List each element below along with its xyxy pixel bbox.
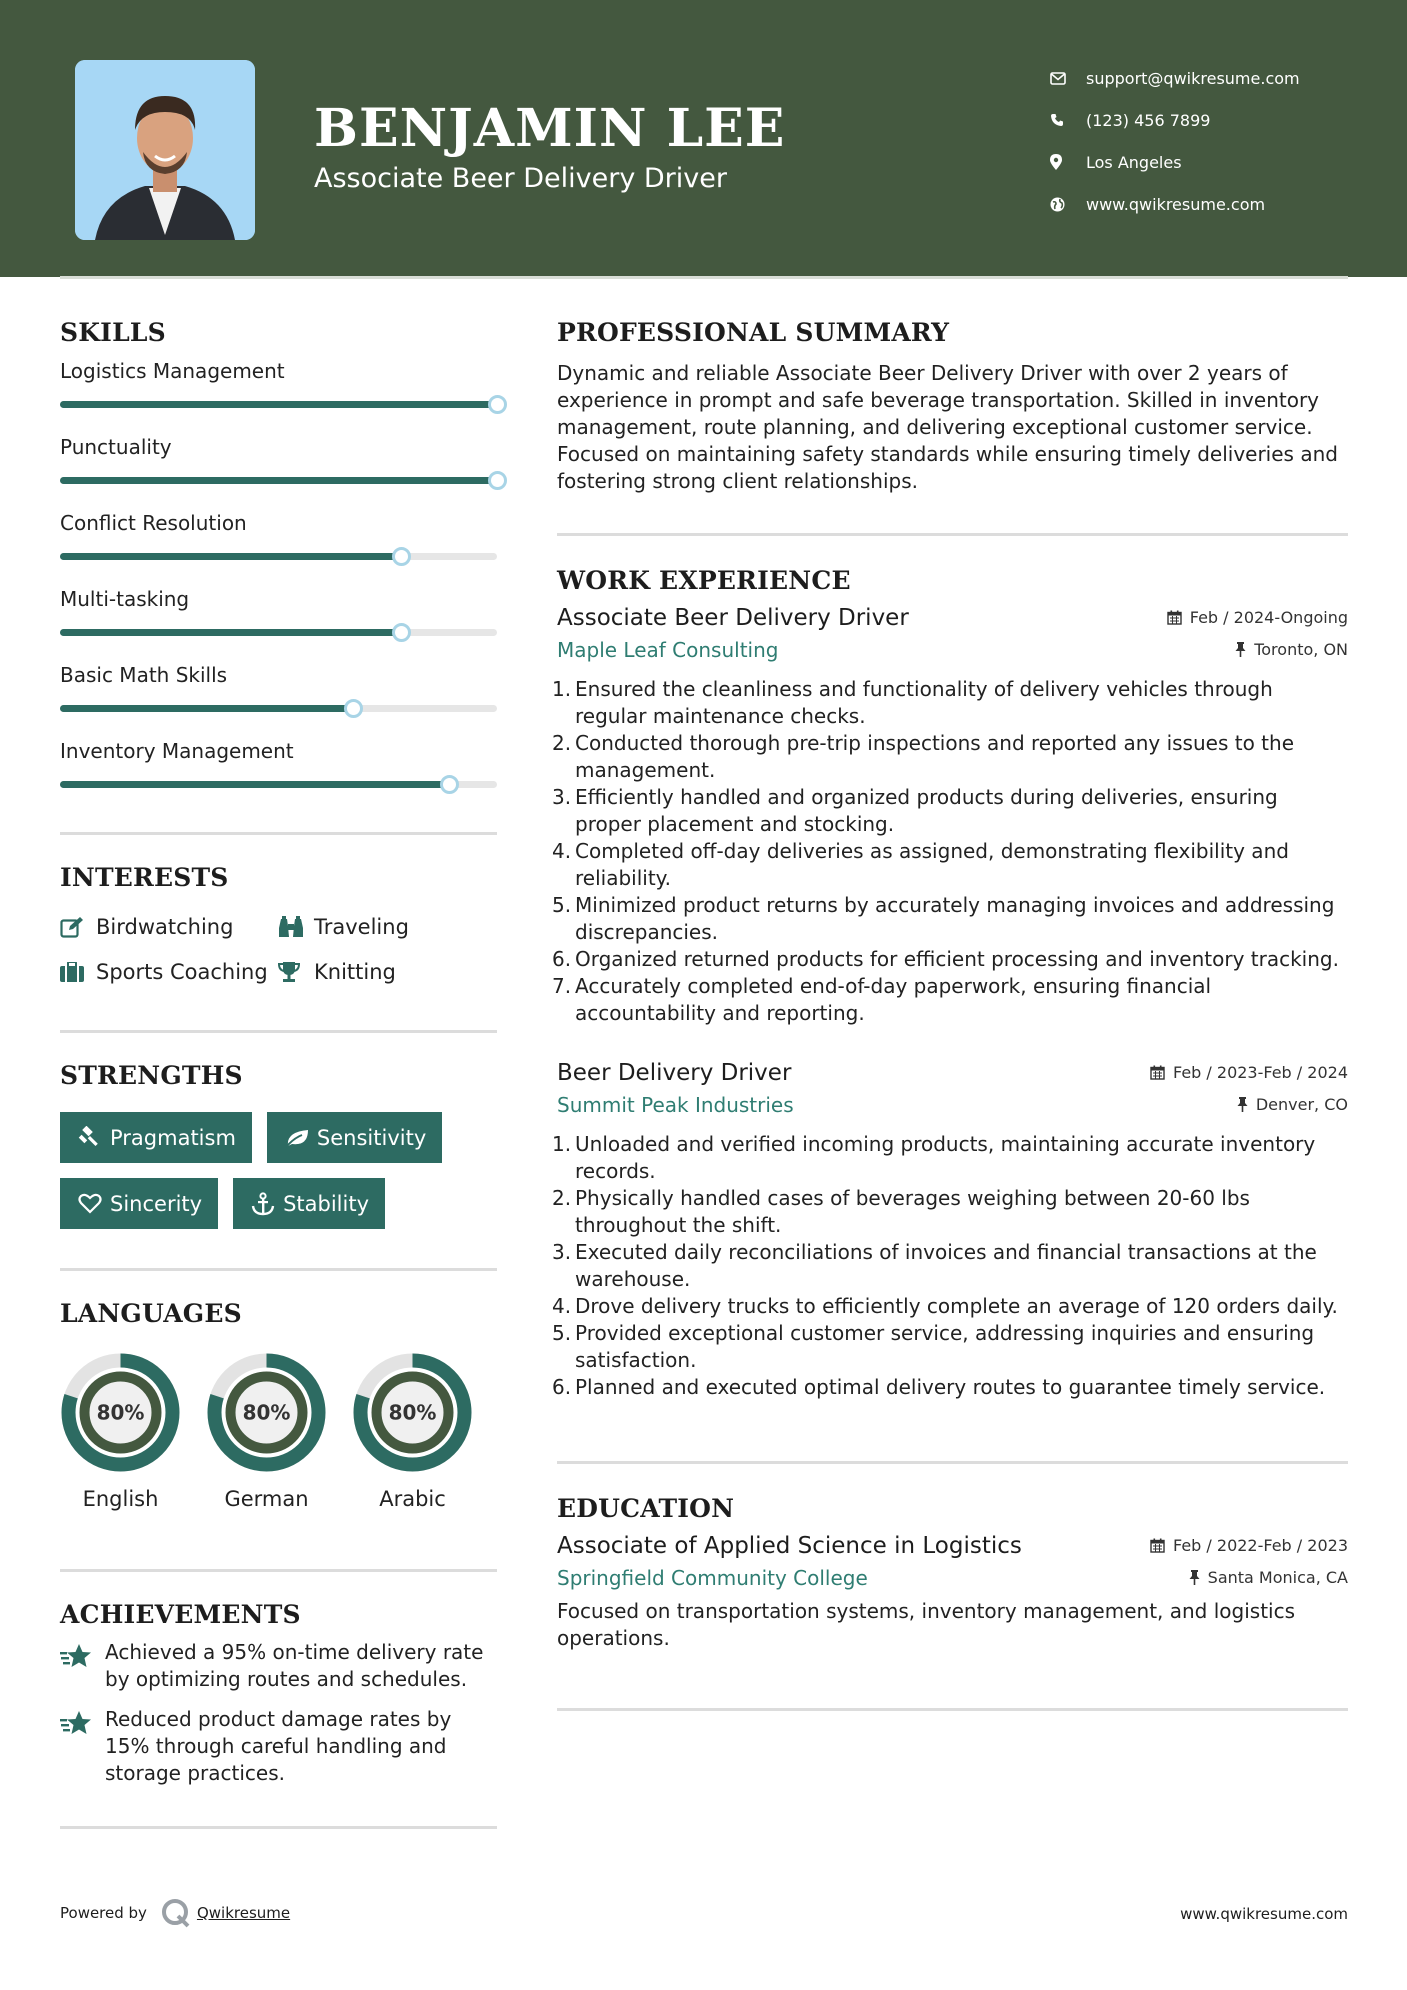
languages-list	[60, 1352, 497, 1511]
achievements-heading: ACHIEVEMENTS	[60, 1600, 301, 1629]
footer-website[interactable]: www.qwikresume.com	[1180, 1905, 1348, 1923]
skill-name: Logistics Management	[60, 359, 285, 383]
candidate-title: Associate Beer Delivery Driver	[314, 163, 727, 194]
skill-name: Conflict Resolution	[60, 511, 247, 535]
job-bullet: 2. Physically handled cases of beverages weighing between 20-60 lbs throughout the shift.	[557, 1185, 1348, 1239]
pushpin-icon	[1189, 1570, 1200, 1585]
gavel-icon	[72, 1126, 108, 1150]
section-divider	[60, 1826, 497, 1829]
job-title: Beer Delivery Driver	[557, 1060, 792, 1086]
interest-label: Traveling	[314, 914, 409, 939]
contact-email-text: support@qwikresume.com	[1086, 68, 1300, 88]
skill-name: Punctuality	[60, 435, 172, 459]
pushpin-icon	[1235, 642, 1246, 657]
education-dates	[1150, 1536, 1348, 1555]
job-bullet: 4. Completed off-day deliveries as assigned, demonstrating flexibility and reliability.	[557, 838, 1348, 892]
achievements-list	[60, 1639, 497, 1787]
job-location	[1237, 1095, 1348, 1114]
section-divider	[557, 1461, 1348, 1464]
language-name: English	[82, 1487, 159, 1511]
job-bullet-text: Ensured the cleanliness and functionality of delivery vehicles through regular maintenance checks.	[575, 677, 1273, 728]
job-header	[557, 605, 1348, 631]
interests-heading: INTERESTS	[60, 863, 229, 892]
map-marker-icon	[1050, 154, 1086, 170]
company-name: Summit Peak Industries	[557, 1093, 794, 1117]
section-divider	[557, 1708, 1348, 1711]
job-bullet-text: Executed daily reconciliations of invoices and financial transactions at the warehouse.	[575, 1240, 1317, 1291]
job-location	[1235, 640, 1348, 659]
achievement-text: Reduced product damage rates by 15% through careful handling and storage practices.	[105, 1707, 452, 1785]
skill-bar-fill	[60, 477, 497, 484]
job-bullet-text: Unloaded and verified incoming products, maintaining accurate inventory records.	[575, 1132, 1316, 1183]
job-bullet: 5. Minimized product returns by accurately managing invoices and addressing discrepancies.	[557, 892, 1348, 946]
education-dates-text: Feb / 2022-Feb / 2023	[1173, 1536, 1348, 1555]
experience-heading: WORK EXPERIENCE	[557, 566, 851, 595]
job-bullet-text: Accurately completed end-of-day paperwork, ensuring financial accountability and reporting.	[575, 974, 1212, 1025]
contact-location	[1050, 141, 1300, 183]
section-divider	[60, 1569, 497, 1572]
job-subheader	[557, 1093, 1348, 1117]
strength-label: Stability	[283, 1191, 370, 1216]
job-location-text: Toronto, ON	[1254, 640, 1348, 659]
skill-item	[60, 499, 497, 575]
skills-heading: SKILLS	[60, 318, 166, 347]
job-dates	[1150, 1063, 1348, 1082]
globe-icon	[1050, 197, 1086, 212]
education-description: Focused on transportation systems, inventory management, and logistics operations.	[557, 1599, 1296, 1650]
job-dates-text: Feb / 2023-Feb / 2024	[1173, 1063, 1348, 1082]
job-bullet-text: Organized returned products for efficient processing and inventory tracking.	[575, 947, 1339, 971]
job-entry	[552, 605, 1348, 1027]
skill-bar	[60, 553, 497, 560]
candidate-name: BENJAMIN LEE	[314, 98, 786, 159]
job-bullet: 3. Efficiently handled and organized products during deliveries, ensuring proper placement and stocking.	[557, 784, 1348, 838]
skill-item	[60, 727, 497, 803]
strengths-heading: STRENGTHS	[60, 1061, 243, 1090]
job-bullet-text: Physically handled cases of beverages weighing between 20-60 lbs throughout the shift.	[575, 1186, 1250, 1237]
trophy-icon	[278, 961, 314, 983]
skill-bar	[60, 401, 497, 408]
job-bullet-text: Completed off-day deliveries as assigned, demonstrating flexibility and reliability.	[575, 839, 1289, 890]
section-divider	[557, 533, 1348, 536]
education-heading: EDUCATION	[557, 1494, 735, 1523]
interests-list	[60, 912, 497, 986]
language-item	[60, 1352, 181, 1511]
envelope-icon	[1050, 72, 1086, 85]
language-item	[206, 1352, 327, 1511]
job-bullet-text: Minimized product returns by accurately managing invoices and addressing discrepancies.	[575, 893, 1335, 944]
skill-bar-fill	[60, 401, 497, 408]
skill-name: Multi-tasking	[60, 587, 190, 611]
header-banner	[0, 0, 1407, 277]
languages-heading: LANGUAGES	[60, 1299, 242, 1328]
strength-label: Pragmatism	[110, 1125, 236, 1150]
skill-bar-knob	[392, 547, 411, 566]
anchor-icon	[245, 1192, 281, 1216]
job-bullet-text: Conducted thorough pre-trip inspections and reported any issues to the management.	[575, 731, 1294, 782]
qwikresume-logo-icon	[161, 1898, 191, 1928]
achievement-item	[60, 1639, 497, 1693]
job-header	[557, 1060, 1348, 1086]
strengths-list	[60, 1112, 497, 1229]
skill-name: Inventory Management	[60, 739, 294, 763]
star-badge-icon	[60, 1639, 105, 1693]
achievement-item	[60, 1706, 497, 1787]
summary-heading: PROFESSIONAL SUMMARY	[557, 318, 950, 347]
profile-photo	[75, 60, 255, 240]
contact-list	[1050, 57, 1300, 225]
donut-percent-label: 80%	[388, 1400, 437, 1425]
interest-item	[278, 912, 497, 941]
interest-item	[278, 957, 497, 986]
skill-bar	[60, 629, 497, 636]
strength-label: Sincerity	[110, 1191, 203, 1216]
job-bullet: 4. Drove delivery trucks to efficiently complete an average of 120 orders daily.	[557, 1293, 1348, 1320]
education-subheader	[557, 1566, 1348, 1590]
pushpin-icon	[1237, 1097, 1248, 1112]
briefcase-icon	[60, 962, 96, 982]
calendar-icon	[1150, 1065, 1165, 1080]
interest-label: Knitting	[314, 959, 396, 984]
interest-item	[60, 912, 278, 941]
skill-name: Basic Math Skills	[60, 663, 228, 687]
phone-icon	[1050, 113, 1086, 127]
skill-bar	[60, 477, 497, 484]
donut-percent-label: 80%	[242, 1400, 291, 1425]
contact-location-text: Los Angeles	[1086, 152, 1182, 172]
skill-item	[60, 423, 497, 499]
strength-label: Sensitivity	[316, 1125, 427, 1150]
skill-bar-knob	[392, 623, 411, 642]
contact-phone[interactable]	[1050, 99, 1300, 141]
job-location-text: Denver, CO	[1255, 1095, 1348, 1114]
binoculars-icon	[278, 916, 314, 938]
skill-bar-knob	[488, 395, 507, 414]
skill-bar-fill	[60, 781, 449, 788]
skill-bar	[60, 781, 497, 788]
job-bullet: 3. Executed daily reconciliations of invoices and financial transactions at the warehouse.	[557, 1239, 1348, 1293]
job-bullet-text: Drove delivery trucks to efficiently complete an average of 120 orders daily.	[575, 1294, 1338, 1318]
skill-bar	[60, 705, 497, 712]
calendar-icon	[1150, 1538, 1165, 1553]
skill-bar-fill	[60, 629, 401, 636]
interest-label: Sports Coaching	[96, 959, 268, 984]
achievement-text: Achieved a 95% on-time delivery rate by optimizing routes and schedules.	[105, 1640, 484, 1691]
contact-phone-text: (123) 456 7899	[1086, 110, 1211, 130]
calendar-icon	[1167, 610, 1182, 625]
job-bullets	[552, 676, 1348, 1027]
skill-bar-knob	[344, 699, 363, 718]
job-bullets	[552, 1131, 1348, 1401]
header-divider	[60, 276, 1348, 279]
skill-bar-fill	[60, 705, 353, 712]
skill-bar-knob	[488, 471, 507, 490]
star-badge-icon	[60, 1706, 105, 1787]
strength-chip	[267, 1112, 442, 1163]
job-bullet: 7. Accurately completed end-of-day paperwork, ensuring financial accountability and reporting.	[557, 973, 1348, 1027]
language-donut	[206, 1352, 327, 1473]
education-location	[1189, 1568, 1348, 1587]
job-title: Associate Beer Delivery Driver	[557, 605, 909, 631]
contact-email[interactable]	[1050, 57, 1300, 99]
heart-icon	[72, 1193, 108, 1214]
section-divider	[60, 832, 497, 835]
job-bullet: 1. Unloaded and verified incoming products, maintaining accurate inventory records.	[557, 1131, 1348, 1185]
right-column	[552, 318, 1348, 1711]
education-entry	[557, 1533, 1348, 1652]
language-name: German	[224, 1487, 309, 1511]
job-bullet: 5. Provided exceptional customer service, addressing inquiries and ensuring satisfaction.	[557, 1320, 1348, 1374]
interest-label: Birdwatching	[96, 914, 234, 939]
contact-website[interactable]	[1050, 183, 1300, 225]
strength-chip	[233, 1178, 385, 1229]
language-donut	[352, 1352, 473, 1473]
job-dates	[1167, 608, 1348, 627]
job-bullet: 6. Planned and executed optimal delivery routes to guarantee timely service.	[557, 1374, 1348, 1401]
language-name: Arabic	[379, 1487, 446, 1511]
footer-powered-by	[60, 1898, 290, 1928]
job-bullet: 1. Ensured the cleanliness and functionality of delivery vehicles through regular maintenance checks.	[557, 676, 1348, 730]
language-item	[352, 1352, 473, 1511]
job-bullet-text: Provided exceptional customer service, addressing inquiries and ensuring satisfaction.	[575, 1321, 1315, 1372]
skills-list	[60, 347, 497, 803]
education-location-text: Santa Monica, CA	[1207, 1568, 1348, 1587]
skill-item	[60, 651, 497, 727]
skill-item	[60, 575, 497, 651]
donut-percent-label: 80%	[96, 1400, 145, 1425]
strength-chip	[60, 1112, 252, 1163]
education-header	[557, 1533, 1348, 1559]
degree-title: Associate of Applied Science in Logistics	[557, 1533, 1022, 1559]
job-bullet-text: Efficiently handled and organized products during deliveries, ensuring proper placement and stocking.	[575, 785, 1278, 836]
skill-bar-fill	[60, 553, 401, 560]
language-donut	[60, 1352, 181, 1473]
job-bullet: 2. Conducted thorough pre-trip inspections and reported any issues to the management.	[557, 730, 1348, 784]
qwikresume-link[interactable]: Qwikresume	[196, 1904, 291, 1922]
left-column	[60, 318, 497, 1829]
skill-item	[60, 347, 497, 423]
section-divider	[60, 1030, 497, 1033]
job-subheader	[557, 638, 1348, 662]
school-name: Springfield Community College	[557, 1566, 868, 1590]
contact-website-text: www.qwikresume.com	[1086, 194, 1266, 214]
powered-by-text: Powered by	[60, 1904, 147, 1922]
strength-chip	[60, 1178, 218, 1229]
leaf-icon	[279, 1128, 315, 1148]
job-entry	[552, 1060, 1348, 1401]
company-name: Maple Leaf Consulting	[557, 638, 779, 662]
pencil-square-icon	[60, 916, 96, 938]
job-bullet: 6. Organized returned products for efficient processing and inventory tracking.	[557, 946, 1348, 973]
skill-bar-knob	[440, 775, 459, 794]
summary-text: Dynamic and reliable Associate Beer Delivery Driver with over 2 years of experience in prompt and safe beverage transportation. Skilled in inventory management, route planning, and delivering exceptional customer service. Focused on maintaining safety standards while ensuring timely deliveries and fostering strong client relationships.	[557, 361, 1338, 493]
job-dates-text: Feb / 2024-Ongoing	[1189, 608, 1348, 627]
interest-item	[60, 957, 278, 986]
section-divider	[60, 1268, 497, 1271]
job-bullet-text: Planned and executed optimal delivery routes to guarantee timely service.	[575, 1375, 1326, 1399]
